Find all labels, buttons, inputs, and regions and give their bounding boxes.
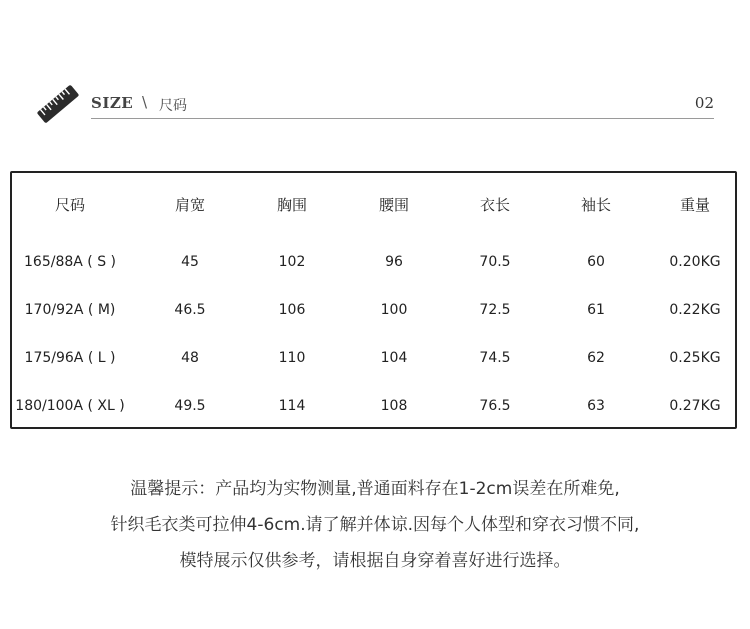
table-row xyxy=(12,298,735,322)
title-separator: \ xyxy=(142,93,148,111)
table-cell: 62 xyxy=(587,350,605,366)
ruler-icon xyxy=(36,82,80,126)
table-row xyxy=(12,394,735,418)
table-cell: 72.5 xyxy=(479,302,511,318)
table-cell: 49.5 xyxy=(174,398,206,414)
section-subtitle: 尺码 xyxy=(159,98,187,114)
column-header: 尺码 xyxy=(54,196,85,214)
note-line: 模特展示仅供参考，请根据自身穿着喜好进行选择。 xyxy=(179,551,571,571)
table-row xyxy=(12,346,735,370)
header-divider xyxy=(91,118,714,119)
table-cell: 0.20KG xyxy=(669,254,721,270)
table-cell: 96 xyxy=(385,254,403,270)
table-cell: 76.5 xyxy=(479,398,511,414)
table-cell: 104 xyxy=(380,350,408,366)
table-cell: 0.27KG xyxy=(669,398,721,414)
table-cell: 60 xyxy=(587,254,605,270)
column-header: 袖长 xyxy=(580,196,611,214)
table-cell: 45 xyxy=(181,254,199,270)
table-cell: 0.25KG xyxy=(669,350,721,366)
section-header xyxy=(36,82,714,122)
table-cell: 110 xyxy=(278,350,306,366)
table-cell: 106 xyxy=(278,302,306,318)
note-line: 针织毛衣类可拉伸4-6cm.请了解并体谅.因每个人体型和穿衣习惯不同, xyxy=(110,515,640,535)
table-cell: 108 xyxy=(380,398,408,414)
column-header: 胸围 xyxy=(276,196,307,214)
table-cell: 175/96A ( L ) xyxy=(24,350,116,366)
table-header-row xyxy=(12,193,735,217)
table-row xyxy=(12,250,735,274)
page-number: 02 xyxy=(694,94,714,112)
table-cell: 100 xyxy=(380,302,408,318)
size-notes xyxy=(0,474,750,582)
column-header: 腰围 xyxy=(378,196,409,214)
table-cell: 46.5 xyxy=(174,302,206,318)
table-cell: 0.22KG xyxy=(669,302,721,318)
section-title: SIZE xyxy=(91,94,134,112)
table-cell: 48 xyxy=(181,350,199,366)
table-cell: 74.5 xyxy=(479,350,511,366)
table-cell: 165/88A ( S ) xyxy=(24,254,116,270)
table-cell: 114 xyxy=(278,398,306,414)
table-cell: 61 xyxy=(587,302,605,318)
column-header: 肩宽 xyxy=(174,196,205,214)
note-line: 温馨提示：产品均为实物测量,普通面料存在1-2cm误差在所难免, xyxy=(130,479,620,499)
table-cell: 170/92A ( M) xyxy=(24,302,116,318)
column-header: 重量 xyxy=(679,196,710,214)
table-cell: 70.5 xyxy=(479,254,511,270)
table-cell: 102 xyxy=(278,254,306,270)
column-header: 衣长 xyxy=(479,196,510,214)
table-cell: 63 xyxy=(587,398,605,414)
table-cell: 180/100A ( XL ) xyxy=(15,398,125,414)
size-table xyxy=(10,171,737,429)
